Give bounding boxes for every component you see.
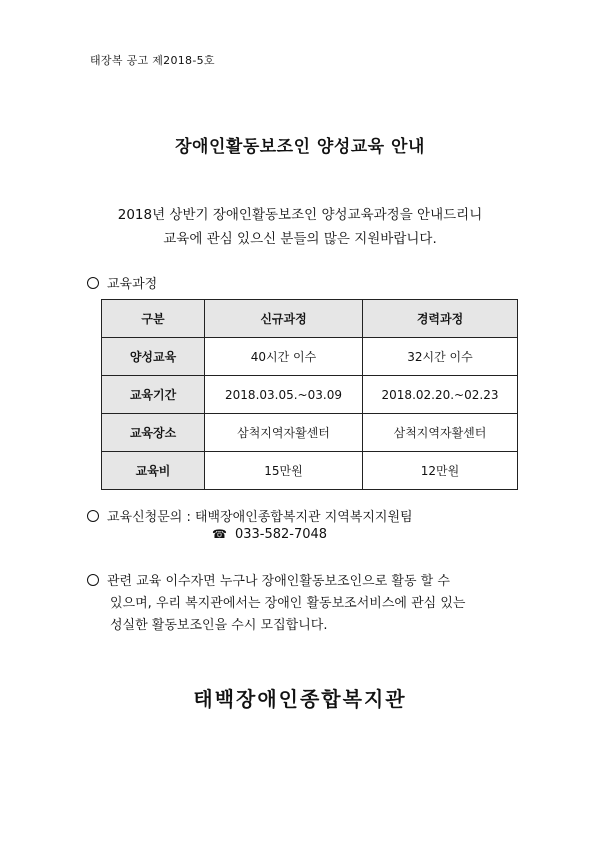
- circle-bullet-icon: [87, 510, 99, 522]
- course-section-label: 교육과정: [107, 277, 158, 292]
- notice-text-1: 관련 교육 이수자면 누구나 장애인활동보조인으로 활동 할 수: [107, 574, 450, 589]
- intro-line-2: 교육에 관심 있으신 분들의 많은 지원바랍니다.: [163, 231, 437, 247]
- header-category: 구분: [102, 300, 205, 338]
- table-row: [102, 452, 518, 490]
- circle-bullet-icon: [87, 277, 99, 289]
- cell-new: 40시간 이수: [205, 338, 363, 376]
- cell-new: 2018.03.05.~03.09: [205, 376, 363, 414]
- header-new-course: 신규과정: [205, 300, 363, 338]
- intro-line-1: 2018년 상반기 장애인활동보조인 양성교육과정을 안내드리니: [117, 207, 483, 223]
- cell-career: 삼척지역자활센터: [363, 414, 518, 452]
- phone-line: [212, 527, 327, 542]
- cell-new: 15만원: [205, 452, 363, 490]
- table-header-row: [102, 300, 518, 338]
- row-label: 교육기간: [102, 376, 205, 414]
- recruit-notice: [87, 571, 527, 637]
- inquiry-line: [87, 507, 413, 529]
- row-label: 교육장소: [102, 414, 205, 452]
- notice-line-1: [87, 571, 527, 593]
- page-title: 장애인활동보조인 양성교육 안내: [175, 137, 425, 157]
- cell-career: 32시간 이수: [363, 338, 518, 376]
- course-table: [101, 299, 518, 490]
- table-row: [102, 376, 518, 414]
- intro-paragraph: [0, 203, 600, 251]
- organization-name: 태백장애인종합복지관: [193, 687, 407, 711]
- inquiry-text: 교육신청문의 : 태백장애인종합복지관 지역복지지원팀: [107, 510, 413, 525]
- notice-line-3: 성실한 활동보조인을 수시 모집합니다.: [110, 618, 328, 633]
- table-row: [102, 338, 518, 376]
- circle-bullet-icon: [87, 574, 99, 586]
- phone-icon: ☎: [212, 527, 227, 541]
- row-label: 교육비: [102, 452, 205, 490]
- row-label: 양성교육: [102, 338, 205, 376]
- table-row: [102, 414, 518, 452]
- notice-line-2: 있으며, 우리 복지관에서는 장애인 활동보조서비스에 관심 있는: [110, 596, 466, 611]
- phone-number: 033-582-7048: [234, 527, 328, 542]
- document-number: 태장복 공고 제2018-5호: [90, 54, 215, 67]
- cell-career: 12만원: [363, 452, 518, 490]
- header-career-course: 경력과정: [363, 300, 518, 338]
- cell-career: 2018.02.20.~02.23: [363, 376, 518, 414]
- course-section-heading: [87, 273, 157, 292]
- cell-new: 삼척지역자활센터: [205, 414, 363, 452]
